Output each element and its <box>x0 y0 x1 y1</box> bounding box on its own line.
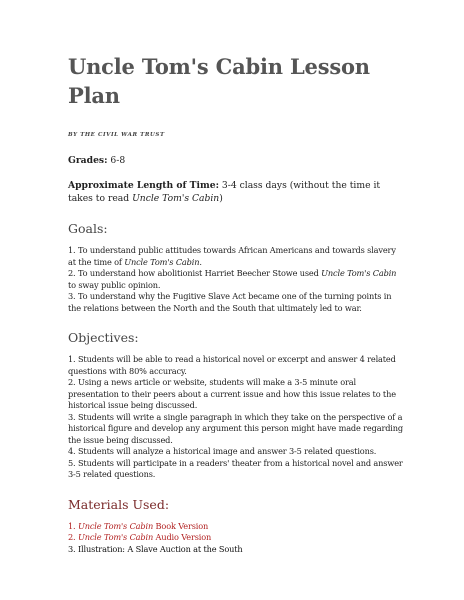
objective-item: 3. Students will write a single paragraph in which they take on the perspective of a historical figure and develop any argument this person might have made regarding the issue being discussed. <box>68 411 403 445</box>
length-line <box>68 179 404 205</box>
lesson-plan-document <box>68 52 404 555</box>
goal-item: 3. To understand why the Fugitive Slave Act became one of the turning points in the relations between the North and the South that ultimately led to war. <box>68 291 392 313</box>
material-link-book[interactable]: 1. Uncle Tom's Cabin Book Version <box>68 520 209 531</box>
byline: BY THE CIVIL WAR TRUST <box>68 132 165 138</box>
material-item-illustration: 3. Illustration: A Slave Auction at the South <box>68 543 243 554</box>
grades-line <box>68 154 404 167</box>
length-value-end: ) <box>219 193 223 204</box>
length-value: 3-4 class days (without the time it takes to read <box>68 180 381 204</box>
goal-item: 1. To understand public attitudes towards African Americans and towards slavery at the time of Uncle Tom's Cabin. <box>68 245 396 267</box>
length-label: Approximate Length of Time: <box>68 180 219 191</box>
material-link-audio[interactable]: 2. Uncle Tom's Cabin Audio Version <box>68 532 212 542</box>
objective-item: 2. Using a news article or website, students will make a 3-5 minute oral presentation to their peers about a current issue and how this issue relates to the historical issue being discussed. <box>68 377 396 410</box>
grades-label: Grades: <box>68 155 108 166</box>
objective-item: 5. Students will participate in a readers' theater from a historical novel and answer 3-5 related questions. <box>68 457 403 479</box>
length-book-title: Uncle Tom's Cabin <box>132 193 220 204</box>
objectives-list <box>68 354 404 481</box>
page-title: Uncle Tom's Cabin Lesson Plan <box>68 54 370 108</box>
objective-item: 4. Students will analyze a historical image and answer 3-5 related questions. <box>68 446 377 456</box>
goals-heading: Goals: <box>68 221 108 236</box>
objective-item: 1. Students will be able to read a historical novel or excerpt and answer 4 related questions with 80% accuracy. <box>68 354 396 376</box>
objectives-heading: Objectives: <box>68 330 139 345</box>
goal-item: 2. To understand how abolitionist Harriet Beecher Stowe used Uncle Tom's Cabin to sway public opinion. <box>68 268 397 290</box>
materials-list <box>68 521 404 556</box>
materials-heading: Materials Used: <box>68 496 170 512</box>
grades-value: 6-8 <box>110 155 126 166</box>
goals-list <box>68 245 404 314</box>
